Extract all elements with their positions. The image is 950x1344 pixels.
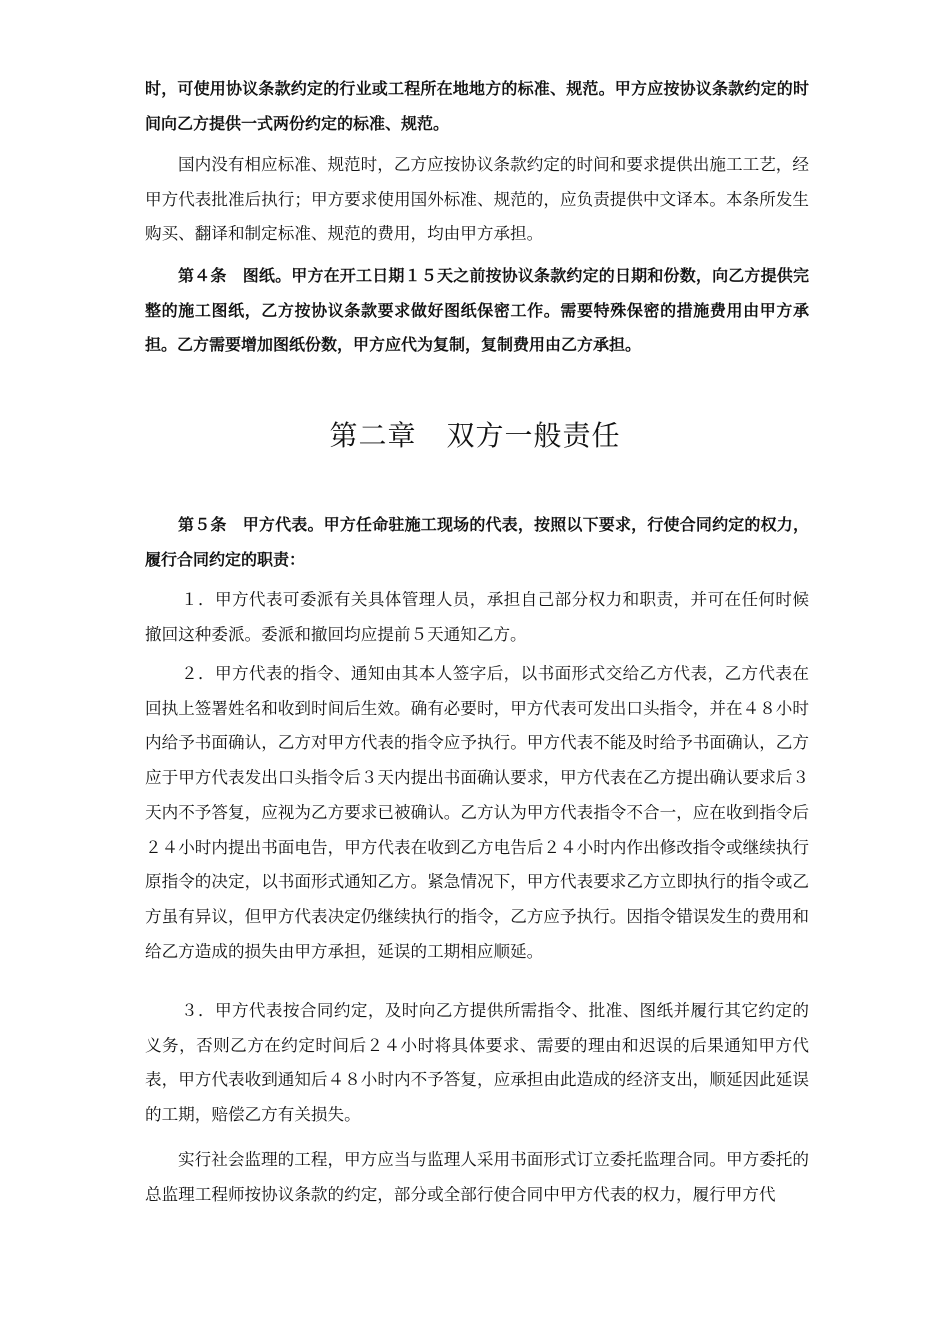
article-5-text: 甲方代表。甲方任命驻施工现场的代表，按照以下要求，行使合同约定的权力，履行合同约定的职责： [145, 515, 809, 569]
list-item-3: ３．甲方代表按合同约定，及时向乙方提供所需指令、批准、图纸并履行其它约定的义务，否则乙方在约定时间后２４小时将具体要求、需要的理由和迟误的后果通知甲方代表，甲方代表收到通知后４８小时内不予答复，应承担由此造成的经济支出，顺延因此延误的工期，赔偿乙方有关损失。 [145, 1001, 809, 1125]
list-item-1: １．甲方代表可委派有关具体管理人员，承担自己部分权力和职责，并可在任何时候撤回这种委派。委派和撤回均应提前５天通知乙方。 [145, 590, 809, 644]
paragraph-standards-continued: 时，可使用协议条款约定的行业或工程所在地地方的标准、规范。甲方应按协议条款约定的时间向乙方提供一式两份约定的标准、规范。 [145, 79, 809, 133]
chapter-number: 第二章 [329, 419, 417, 452]
chapter-title [0, 414, 950, 458]
article-4-text: 图纸。甲方在开工日期１５天之前按协议条款约定的日期和份数，向乙方提供完整的施工图纸，乙方按协议条款要求做好图纸保密工作。需要特殊保密的措施费用由甲方承担。乙方需要增加图纸份数，甲方应代为复制，复制费用由乙方承担。 [145, 266, 809, 355]
paragraph-domestic-standards: 国内没有相应标准、规范时，乙方应按协议条款约定的时间和要求提供出施工工艺，经甲方代表批准后执行；甲方要求使用国外标准、规范的，应负责提供中文译本。本条所发生购买、翻译和制定标准、规范的费用，均由甲方承担。 [145, 155, 809, 244]
list-item-2: ２．甲方代表的指令、通知由其本人签字后，以书面形式交给乙方代表，乙方代表在回执上签署姓名和收到时间后生效。确有必要时，甲方代表可发出口头指令，并在４８小时内给予书面确认，乙方对甲方代表的指令应予执行。甲方代表不能及时给予书面确认，乙方应于甲方代表发出口头指令后３天内提出书面确认要求，甲方代表在乙方提出确认要求后３天内不予答复，应视为乙方要求已被确认。乙方认为甲方代表指令不合一，应在收到指令后２４小时内提出书面电告，甲方代表在收到乙方电告后２４小时内作出修改指令或继续执行原指令的决定，以书面形式通知乙方。紧急情况下，甲方代表要求乙方立即执行的指令或乙方虽有异议，但甲方代表决定仍继续执行的指令，乙方应予执行。因指令错误发生的费用和给乙方造成的损失由甲方承担，延误的工期相应顺延。 [145, 664, 809, 961]
chapter-name: 双方一般责任 [446, 419, 621, 452]
article-5-owner-representative [145, 508, 809, 577]
paragraph-supervision: 实行社会监理的工程，甲方应当与监理人采用书面形式订立委托监理合同。甲方委托的总监理工程师按协议条款的约定，部分或全部行使合同中甲方代表的权力，履行甲方代 [145, 1150, 809, 1204]
article-4-label: 第４条 [178, 266, 227, 285]
article-5-label: 第５条 [178, 515, 227, 534]
article-4-drawings [145, 259, 809, 363]
